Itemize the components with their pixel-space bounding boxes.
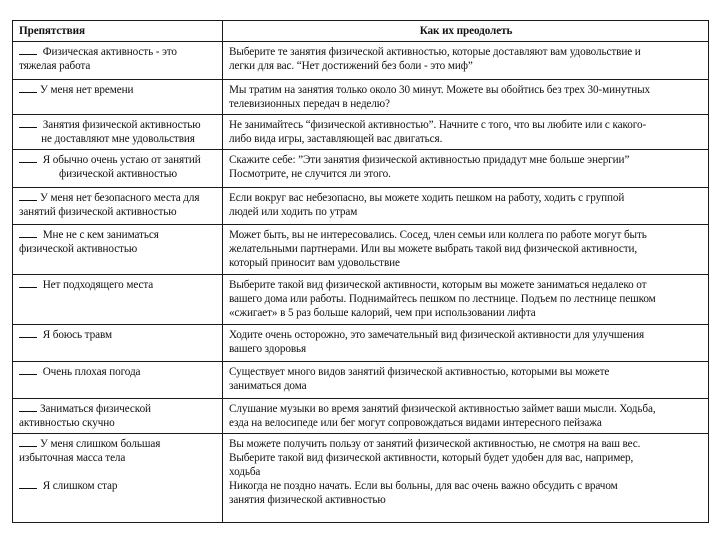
obstacles-table xyxy=(12,20,709,523)
obstacle-text: Занятия физической активностью xyxy=(42,119,201,131)
solution-text: ходьба xyxy=(229,466,261,478)
obstacle-text: Я слишком стар xyxy=(42,480,118,492)
obstacle-cell xyxy=(13,80,223,115)
solution-text: легки для вас. “Нет достижений без боли - это миф” xyxy=(229,60,473,72)
obstacle-text: Очень плохая погода xyxy=(42,366,141,378)
checkbox-blank[interactable] xyxy=(19,488,37,489)
obstacle-text: занятий физической активностью xyxy=(19,206,177,218)
solution-cell xyxy=(223,150,709,188)
solution-text: Выберите такой вид физической активности, который будет удобен для вас, например, xyxy=(229,452,634,464)
solution-text: который приносит вам удовольствие xyxy=(229,257,400,269)
solution-text: Выберите такой вид физической активности, которым вы можете заниматься недалеко от xyxy=(229,279,647,291)
obstacle-text: У меня нет времени xyxy=(40,84,134,96)
solution-text: «сжигает» в 5 раз больше калорий, чем при использовании лифта xyxy=(229,307,536,319)
table-row xyxy=(13,42,709,80)
checkbox-blank[interactable] xyxy=(19,446,37,447)
solution-cell xyxy=(223,42,709,80)
solution-text: Существует много видов занятий физической активностью, которыми вы можете xyxy=(229,366,610,378)
solution-cell xyxy=(223,80,709,115)
obstacle-text: Нет подходящего места xyxy=(42,279,154,291)
obstacle-cell xyxy=(13,150,223,188)
solution-cell xyxy=(223,325,709,362)
table-row xyxy=(13,362,709,399)
solution-text: вашего дома или работы. Поднимайтесь пешком по лестнице. Подъем по лестнице пешком xyxy=(229,293,656,305)
solution-cell xyxy=(223,362,709,399)
solution-cell xyxy=(223,188,709,225)
solution-text: Не занимайтесь “физической активностью”. Начните с того, что вы любите или с какого- xyxy=(229,119,647,131)
solution-text: заниматься дома xyxy=(229,380,307,392)
checkbox-blank[interactable] xyxy=(19,200,37,201)
solution-text: телевизионных передач в неделю? xyxy=(229,98,390,110)
obstacle-text: тяжелая работа xyxy=(19,60,91,72)
obstacle-text: У меня слишком большая xyxy=(40,438,161,450)
obstacle-cell xyxy=(13,362,223,399)
solution-text: Никогда не поздно начать. Если вы больны, для вас очень важно обсудить с врачом xyxy=(229,480,618,492)
obstacle-cell xyxy=(13,325,223,362)
solution-text: Посмотрите, не случится ли этого. xyxy=(229,168,391,180)
table-row xyxy=(13,80,709,115)
table-row xyxy=(13,434,709,523)
checkbox-blank[interactable] xyxy=(19,374,37,375)
checkbox-blank[interactable] xyxy=(19,237,37,238)
solution-text: Если вокруг вас небезопасно, вы можете ходить пешком на работу, ходить с группой xyxy=(229,192,625,204)
solution-cell xyxy=(223,225,709,275)
table-header-row xyxy=(13,21,709,42)
solution-text: людей или ходить по утрам xyxy=(229,206,358,218)
solution-text: езда на велосипеде или бег могут сопровождаться видами интересного пейзажа xyxy=(229,417,602,429)
table-row xyxy=(13,115,709,150)
checkbox-blank[interactable] xyxy=(19,92,37,93)
obstacle-cell xyxy=(13,399,223,434)
solution-text: Может быть, вы не интересовались. Сосед, член семьи или коллега по работе могут быть xyxy=(229,229,647,241)
obstacle-text: У меня нет безопасного места для xyxy=(40,192,200,204)
solution-cell xyxy=(223,115,709,150)
obstacle-text: Я обычно очень устаю от занятий xyxy=(42,154,201,166)
obstacle-text: физической активностью xyxy=(58,168,178,180)
obstacle-text: Физическая активность - это xyxy=(42,46,177,58)
checkbox-blank[interactable] xyxy=(19,287,37,288)
solution-text: Мы тратим на занятия только около 30 минут. Можете вы обойтись без трех 30-минутных xyxy=(229,84,651,96)
solution-text: вашего здоровья xyxy=(229,343,307,355)
obstacle-text: не доставляют мне удовольствия xyxy=(41,133,195,145)
solution-cell xyxy=(223,275,709,325)
checkbox-blank[interactable] xyxy=(19,337,37,338)
solution-text: Скажите себе: ”Эти занятия физической активностью придадут мне больше энергии” xyxy=(229,154,630,166)
obstacle-text: активностью скучно xyxy=(19,417,115,429)
solution-cell xyxy=(223,399,709,434)
obstacle-cell xyxy=(13,42,223,80)
obstacle-text: Мне не с кем заниматься xyxy=(42,229,159,241)
solution-text: занятия физической активностью xyxy=(229,494,386,506)
checkbox-blank[interactable] xyxy=(19,127,37,128)
table-row xyxy=(13,325,709,362)
checkbox-blank[interactable] xyxy=(19,54,37,55)
solution-text: желательными партнерами. Или вы можете выбрать такой вид физической активности, xyxy=(229,243,638,255)
solution-text: либо вида игры, заставляющей вас двигаться. xyxy=(229,133,443,145)
obstacle-cell xyxy=(13,275,223,325)
solution-text: Ходите очень осторожно, это замечательный вид физической активности для улучшения xyxy=(229,329,645,341)
obstacle-cell xyxy=(13,188,223,225)
solution-cell xyxy=(223,434,709,523)
table-row xyxy=(13,150,709,188)
obstacle-cell xyxy=(13,434,223,523)
obstacle-cell xyxy=(13,225,223,275)
obstacle-text: Заниматься физической xyxy=(40,403,151,415)
solution-text: Выберите те занятия физической активностью, которые доставляют вам удовольствие и xyxy=(229,46,641,58)
obstacle-text: Я боюсь травм xyxy=(42,329,112,341)
obstacle-text: избыточная масса тела xyxy=(19,452,126,464)
checkbox-blank[interactable] xyxy=(19,411,37,412)
checkbox-blank[interactable] xyxy=(19,162,37,163)
table-row xyxy=(13,399,709,434)
table-row xyxy=(13,275,709,325)
solution-text: Слушание музыки во время занятий физической активностью займет ваши мысли. Ходьба, xyxy=(229,403,656,415)
solution-text: Вы можете получить пользу от занятий физической активностью, не смотря на ваш вес. xyxy=(229,438,641,450)
table-row xyxy=(13,188,709,225)
obstacle-cell xyxy=(13,115,223,150)
table-row xyxy=(13,225,709,275)
header-obstacles: Препятствия xyxy=(13,21,223,42)
header-solutions: Как их преодолеть xyxy=(223,21,709,42)
obstacle-text: физической активностью xyxy=(19,243,138,255)
